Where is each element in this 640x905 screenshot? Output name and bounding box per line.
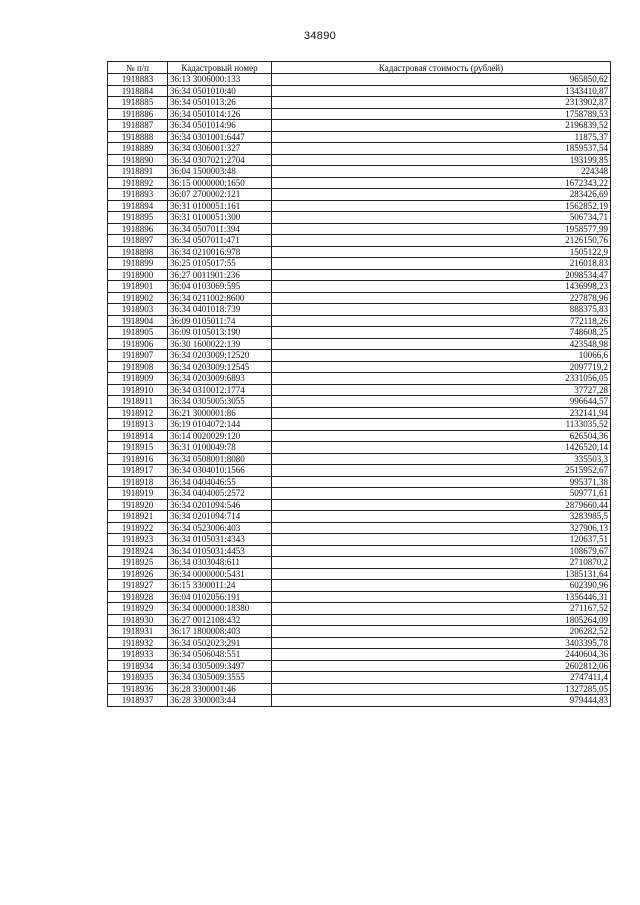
- cadastral-value-cell: 506734,71: [272, 212, 611, 224]
- row-number-cell: 1918922: [108, 522, 168, 534]
- cadastral-number-cell: 36:34 0305005:3055: [168, 396, 272, 408]
- cadastral-value-cell: 327906,13: [272, 522, 611, 534]
- row-number-cell: 1918885: [108, 97, 168, 109]
- cadastral-number-cell: 36:34 0301001:6447: [168, 131, 272, 143]
- table-row: [108, 522, 611, 534]
- cadastral-number-cell: 36:07 2700002:121: [168, 189, 272, 201]
- table-row: [108, 373, 611, 385]
- cadastral-value-cell: 2710870,2: [272, 557, 611, 569]
- cadastral-value-cell: 2440604,36: [272, 649, 611, 661]
- cadastral-number-cell: 36:13 3006000:133: [168, 74, 272, 86]
- cadastral-number-cell: 36:15 3300011:24: [168, 580, 272, 592]
- table-body: [108, 74, 611, 707]
- row-number-cell: 1918892: [108, 177, 168, 189]
- cadastral-number-cell: 36:34 0508001:8080: [168, 453, 272, 465]
- table-row: [108, 545, 611, 557]
- row-number-cell: 1918896: [108, 223, 168, 235]
- cadastral-number-cell: 36:34 0210016:978: [168, 246, 272, 258]
- table-row: [108, 614, 611, 626]
- cadastral-number-cell: 36:34 0502023:291: [168, 637, 272, 649]
- cadastral-value-cell: 602390,96: [272, 580, 611, 592]
- cadastral-number-cell: 36:04 0103069:595: [168, 281, 272, 293]
- table-row: [108, 637, 611, 649]
- table-row: [108, 108, 611, 120]
- row-number-cell: 1918904: [108, 315, 168, 327]
- table-row: [108, 580, 611, 592]
- row-number-cell: 1918919: [108, 488, 168, 500]
- table-row: [108, 292, 611, 304]
- table-row: [108, 223, 611, 235]
- table-row: [108, 269, 611, 281]
- cadastral-value-cell: 509771,61: [272, 488, 611, 500]
- cadastral-value-cell: 10066,6: [272, 350, 611, 362]
- row-number-cell: 1918931: [108, 626, 168, 638]
- row-number-cell: 1918925: [108, 557, 168, 569]
- row-number-cell: 1918884: [108, 85, 168, 97]
- cadastral-value-cell: 2879660,44: [272, 499, 611, 511]
- row-number-cell: 1918921: [108, 511, 168, 523]
- cadastral-number-cell: 36:31 0100049:78: [168, 442, 272, 454]
- cadastral-value-cell: 1859537,54: [272, 143, 611, 155]
- cadastral-number-cell: 36:34 0507011:394: [168, 223, 272, 235]
- cadastral-number-cell: 36:19 0104072:144: [168, 419, 272, 431]
- cadastral-value-cell: 996644,57: [272, 396, 611, 408]
- cadastral-value-cell: 772118,26: [272, 315, 611, 327]
- cadastral-value-cell: 1436998,23: [272, 281, 611, 293]
- cadastral-number-cell: 36:34 0404046:55: [168, 476, 272, 488]
- row-number-cell: 1918914: [108, 430, 168, 442]
- cadastral-number-cell: 36:31 0100051:161: [168, 200, 272, 212]
- header-row: [108, 62, 611, 74]
- row-number-cell: 1918905: [108, 327, 168, 339]
- row-number-cell: 1918937: [108, 695, 168, 707]
- table-row: [108, 396, 611, 408]
- cadastral-number-cell: 36:34 0501010:40: [168, 85, 272, 97]
- table-row: [108, 453, 611, 465]
- table-row: [108, 384, 611, 396]
- row-number-cell: 1918899: [108, 258, 168, 270]
- cadastral-value-cell: 193199,85: [272, 154, 611, 166]
- cadastral-value-cell: 1356446,31: [272, 591, 611, 603]
- cadastral-value-cell: 216018,83: [272, 258, 611, 270]
- cadastral-value-cell: 227878,96: [272, 292, 611, 304]
- cadastral-value-cell: 1805264,09: [272, 614, 611, 626]
- cadastral-number-cell: 36:34 0203009:12520: [168, 350, 272, 362]
- row-number-cell: 1918918: [108, 476, 168, 488]
- table-row: [108, 442, 611, 454]
- row-number-cell: 1918891: [108, 166, 168, 178]
- cadastral-number-cell: 36:34 0310012:1774: [168, 384, 272, 396]
- cadastral-value-cell: 1672343,22: [272, 177, 611, 189]
- cadastral-value-cell: 11875,37: [272, 131, 611, 143]
- cadastral-value-cell: 283426,69: [272, 189, 611, 201]
- row-number-cell: 1918897: [108, 235, 168, 247]
- cadastral-number-cell: 36:34 0201094:714: [168, 511, 272, 523]
- cadastral-value-cell: 965850,62: [272, 74, 611, 86]
- table-row: [108, 258, 611, 270]
- row-number-cell: 1918889: [108, 143, 168, 155]
- row-number-cell: 1918930: [108, 614, 168, 626]
- table-row: [108, 534, 611, 546]
- table-row: [108, 131, 611, 143]
- cadastral-value-cell: 888375,83: [272, 304, 611, 316]
- row-number-cell: 1918893: [108, 189, 168, 201]
- row-number-cell: 1918933: [108, 649, 168, 661]
- cadastral-value-cell: 206282,52: [272, 626, 611, 638]
- cadastral-number-cell: 36:34 0000000:18380: [168, 603, 272, 615]
- table-row: [108, 85, 611, 97]
- cadastral-number-cell: 36:34 0501014:126: [168, 108, 272, 120]
- cadastral-value-cell: 1133035,52: [272, 419, 611, 431]
- row-number-cell: 1918934: [108, 660, 168, 672]
- table-row: [108, 695, 611, 707]
- cadastral-value-cell: 120637,51: [272, 534, 611, 546]
- cadastral-number-cell: 36:28 3300003:44: [168, 695, 272, 707]
- table-row: [108, 361, 611, 373]
- cadastral-value-cell: 3283985,5: [272, 511, 611, 523]
- table-row: [108, 603, 611, 615]
- cadastral-number-cell: 36:34 0303048:611: [168, 557, 272, 569]
- table-row: [108, 626, 611, 638]
- table-row: [108, 143, 611, 155]
- row-number-cell: 1918936: [108, 683, 168, 695]
- cadastral-number-cell: 36:34 0507011:471: [168, 235, 272, 247]
- cadastral-value-cell: 335503,3: [272, 453, 611, 465]
- cadastral-number-cell: 36:34 0306001:327: [168, 143, 272, 155]
- row-number-cell: 1918895: [108, 212, 168, 224]
- row-number-cell: 1918910: [108, 384, 168, 396]
- row-number-cell: 1918907: [108, 350, 168, 362]
- table-row: [108, 74, 611, 86]
- cadastral-value-cell: 2515952,67: [272, 465, 611, 477]
- row-number-cell: 1918923: [108, 534, 168, 546]
- cadastral-value-cell: 108679,67: [272, 545, 611, 557]
- table-row: [108, 511, 611, 523]
- cadastral-number-cell: 36:17 1800008:403: [168, 626, 272, 638]
- cadastral-number-cell: 36:09 0105011:74: [168, 315, 272, 327]
- cadastral-number-cell: 36:34 0305009:3497: [168, 660, 272, 672]
- cadastral-value-cell: 626504,36: [272, 430, 611, 442]
- cadastral-number-cell: 36:14 0020029:120: [168, 430, 272, 442]
- row-number-cell: 1918929: [108, 603, 168, 615]
- cadastral-value-cell: 1385131,64: [272, 568, 611, 580]
- row-number-cell: 1918888: [108, 131, 168, 143]
- row-number-cell: 1918917: [108, 465, 168, 477]
- cadastral-value-cell: 748608,25: [272, 327, 611, 339]
- cadastral-number-cell: 36:34 0404005:2572: [168, 488, 272, 500]
- table-row: [108, 315, 611, 327]
- header-cadastral-value: Кадастровая стоимость (рублей): [272, 62, 611, 74]
- cadastral-number-cell: 36:27 0012108:432: [168, 614, 272, 626]
- table-row: [108, 327, 611, 339]
- cadastral-value-cell: 995371,38: [272, 476, 611, 488]
- cadastral-value-cell: 224348: [272, 166, 611, 178]
- cadastral-number-cell: 36:34 0105031:4453: [168, 545, 272, 557]
- table-row: [108, 407, 611, 419]
- cadastral-number-cell: 36:34 0501013:26: [168, 97, 272, 109]
- row-number-cell: 1918890: [108, 154, 168, 166]
- table-row: [108, 419, 611, 431]
- table-row: [108, 672, 611, 684]
- table-row: [108, 200, 611, 212]
- cadastral-number-cell: 36:15 0000000:1650: [168, 177, 272, 189]
- cadastral-number-cell: 36:34 0307021:2704: [168, 154, 272, 166]
- row-number-cell: 1918927: [108, 580, 168, 592]
- row-number-cell: 1918911: [108, 396, 168, 408]
- cadastral-number-cell: 36:27 0011901:236: [168, 269, 272, 281]
- cadastral-value-cell: 3403395,78: [272, 637, 611, 649]
- cadastral-value-cell: 2747411,4: [272, 672, 611, 684]
- row-number-cell: 1918908: [108, 361, 168, 373]
- cadastral-number-cell: 36:34 0401018:739: [168, 304, 272, 316]
- cadastral-number-cell: 36:34 0105031:4343: [168, 534, 272, 546]
- table-header: [108, 62, 611, 74]
- cadastral-value-cell: 1958577,99: [272, 223, 611, 235]
- cadastral-value-cell: 1426520,14: [272, 442, 611, 454]
- cadastral-number-cell: 36:34 0211002:8600: [168, 292, 272, 304]
- table-row: [108, 660, 611, 672]
- cadastral-value-cell: 423548,98: [272, 338, 611, 350]
- cadastral-number-cell: 36:25 0105017:55: [168, 258, 272, 270]
- cadastral-number-cell: 36:34 0523006:403: [168, 522, 272, 534]
- row-number-cell: 1918886: [108, 108, 168, 120]
- table-row: [108, 154, 611, 166]
- row-number-cell: 1918906: [108, 338, 168, 350]
- table-row: [108, 430, 611, 442]
- row-number-cell: 1918915: [108, 442, 168, 454]
- row-number-cell: 1918909: [108, 373, 168, 385]
- cadastral-number-cell: 36:34 0304010:1566: [168, 465, 272, 477]
- row-number-cell: 1918928: [108, 591, 168, 603]
- cadastral-value-cell: 2097719,2: [272, 361, 611, 373]
- cadastral-value-cell: 1343410,87: [272, 85, 611, 97]
- cadastral-value-cell: 1505122,9: [272, 246, 611, 258]
- cadastral-value-cell: 2196839,52: [272, 120, 611, 132]
- cadastral-number-cell: 36:21 3000001:86: [168, 407, 272, 419]
- cadastral-value-cell: 2098534,47: [272, 269, 611, 281]
- table-row: [108, 212, 611, 224]
- cadastral-number-cell: 36:34 0506048:551: [168, 649, 272, 661]
- table-row: [108, 683, 611, 695]
- cadastral-value-cell: 2331056,05: [272, 373, 611, 385]
- cadastral-value-cell: 2126150,76: [272, 235, 611, 247]
- cadastral-value-cell: 37727,28: [272, 384, 611, 396]
- cadastral-value-cell: 232141,94: [272, 407, 611, 419]
- table-row: [108, 488, 611, 500]
- cadastral-number-cell: 36:34 0501014:96: [168, 120, 272, 132]
- cadastral-number-cell: 36:09 0105013:190: [168, 327, 272, 339]
- cadastral-number-cell: 36:28 3300001:46: [168, 683, 272, 695]
- cadastral-number-cell: 36:34 0203009:6893: [168, 373, 272, 385]
- table-row: [108, 350, 611, 362]
- cadastral-value-cell: 979444,83: [272, 695, 611, 707]
- table-row: [108, 338, 611, 350]
- cadastral-number-cell: 36:04 0102056:191: [168, 591, 272, 603]
- row-number-cell: 1918924: [108, 545, 168, 557]
- cadastral-number-cell: 36:30 1600022:139: [168, 338, 272, 350]
- table-row: [108, 177, 611, 189]
- cadastral-value-cell: 271167,52: [272, 603, 611, 615]
- cadastral-number-cell: 36:34 0305009:3555: [168, 672, 272, 684]
- table-row: [108, 499, 611, 511]
- row-number-cell: 1918932: [108, 637, 168, 649]
- table-row: [108, 246, 611, 258]
- cadastral-number-cell: 36:31 0100051:300: [168, 212, 272, 224]
- table-row: [108, 649, 611, 661]
- cadastral-value-cell: 2313902,87: [272, 97, 611, 109]
- header-cadastral-number: Кадастровый номер: [168, 62, 272, 74]
- cadastral-number-cell: 36:34 0000000:5431: [168, 568, 272, 580]
- table-row: [108, 557, 611, 569]
- cadastral-number-cell: 36:34 0201094:546: [168, 499, 272, 511]
- table-row: [108, 281, 611, 293]
- table-row: [108, 591, 611, 603]
- cadastral-value-cell: 1327285,05: [272, 683, 611, 695]
- row-number-cell: 1918935: [108, 672, 168, 684]
- cadastral-value-cell: 1562852,19: [272, 200, 611, 212]
- table-row: [108, 235, 611, 247]
- table-row: [108, 120, 611, 132]
- table-row: [108, 97, 611, 109]
- row-number-cell: 1918901: [108, 281, 168, 293]
- table-row: [108, 189, 611, 201]
- row-number-cell: 1918916: [108, 453, 168, 465]
- table-row: [108, 304, 611, 316]
- row-number-cell: 1918903: [108, 304, 168, 316]
- row-number-cell: 1918902: [108, 292, 168, 304]
- row-number-cell: 1918912: [108, 407, 168, 419]
- row-number-cell: 1918894: [108, 200, 168, 212]
- row-number-cell: 1918883: [108, 74, 168, 86]
- row-number-cell: 1918920: [108, 499, 168, 511]
- row-number-cell: 1918898: [108, 246, 168, 258]
- row-number-cell: 1918926: [108, 568, 168, 580]
- page-number: 34890: [303, 30, 337, 42]
- cadastral-value-table: [107, 61, 611, 707]
- table-row: [108, 568, 611, 580]
- table-row: [108, 476, 611, 488]
- cadastral-number-cell: 36:34 0203009:12545: [168, 361, 272, 373]
- table-row: [108, 166, 611, 178]
- row-number-cell: 1918887: [108, 120, 168, 132]
- header-row-number: № п/п: [108, 62, 168, 74]
- row-number-cell: 1918913: [108, 419, 168, 431]
- cadastral-number-cell: 36:04 1500003:48: [168, 166, 272, 178]
- table-row: [108, 465, 611, 477]
- row-number-cell: 1918900: [108, 269, 168, 281]
- cadastral-value-cell: 2602812,06: [272, 660, 611, 672]
- cadastral-value-cell: 1758789,53: [272, 108, 611, 120]
